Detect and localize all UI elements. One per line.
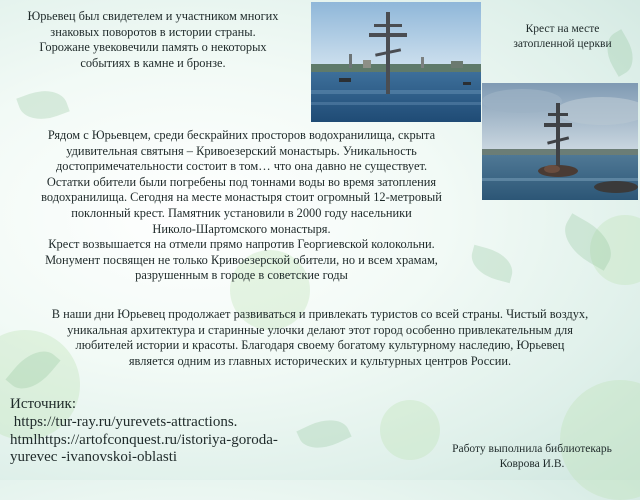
- source-block: [10, 396, 370, 467]
- monastery-line: удивительная святыня – Кривоезерский монастырь. Уникальность: [66, 143, 417, 158]
- intro-line: событиях в камне и бронзе.: [80, 55, 226, 70]
- author-credit: [432, 442, 632, 471]
- source-link-line[interactable]: yurevec -ivanovskoi-oblasti: [10, 449, 178, 466]
- cross-photo-closeup: [482, 83, 638, 200]
- cross-photo-wide: [311, 2, 481, 122]
- monastery-line: Рядом с Юрьевцем, среди бескрайних просторов водохранилища, скрыта: [47, 128, 436, 142]
- author-credit-line: Коврова И.В.: [499, 457, 565, 470]
- source-link-line[interactable]: https://tur-ray.ru/yurevets-attractions.: [10, 413, 238, 430]
- intro-line: Горожане увековечили память о некоторых: [39, 40, 267, 55]
- background-leaf: [16, 83, 69, 127]
- monastery-line: поклонный крест. Памятник установили в 2000 году насельники: [71, 205, 412, 220]
- monastery-line: Николо-Шартомского монастыря.: [152, 221, 331, 236]
- present-day-line: является одним из главных исторических и культурных центров России.: [128, 353, 512, 368]
- intro-paragraph: [8, 9, 298, 71]
- intro-line: знаковых поворотов в истории страны.: [50, 24, 256, 39]
- present-day-paragraph: [6, 307, 634, 369]
- present-day-line: В наши дни Юрьевец продолжает развиваться и привлекать туристов со всей страны. Чистый воздух,: [51, 307, 589, 321]
- monastery-line: водохранилища. Сегодня на месте монастыря стоит огромный 12-метровый: [41, 190, 442, 205]
- present-day-line: уникальная архитектура и старинные улочки делают этот город особенно привлекательным для: [67, 322, 573, 337]
- monastery-line: Крест возвышается на отмели прямо напротив Георгиевской колокольни.: [48, 237, 435, 252]
- background-bokeh: [560, 380, 640, 500]
- monastery-line: разрушенным в городе в советские годы: [135, 268, 348, 283]
- background-bokeh: [380, 400, 440, 460]
- source-heading: Источник:: [10, 396, 77, 412]
- photo-caption-line: Крест на месте: [525, 23, 600, 35]
- intro-line: Юрьевец был свидетелем и участником многих: [27, 9, 279, 23]
- present-day-line: любителей истории и красоты. Благодаря своему богатому культурному наследию, Юрьевец: [75, 338, 565, 353]
- monastery-line: достопримечательности состоит в том… что она давно не существует.: [55, 159, 428, 174]
- photo-caption: [500, 22, 625, 51]
- monastery-paragraph: [14, 128, 469, 284]
- source-link-line[interactable]: htmlhttps://artofconquest.ru/istoriya-goroda-: [10, 431, 278, 448]
- photo-caption-line: затопленной церкви: [513, 37, 612, 50]
- background-leaf: [467, 245, 517, 283]
- author-credit-line: Работу выполнила библиотекарь: [452, 443, 612, 455]
- monastery-line: Остатки обители были погребены под тоннами воды во время затопления: [46, 174, 437, 189]
- monastery-line: Монумент посвящен не только Кривоезерской обители, но и всем храмам,: [45, 252, 438, 267]
